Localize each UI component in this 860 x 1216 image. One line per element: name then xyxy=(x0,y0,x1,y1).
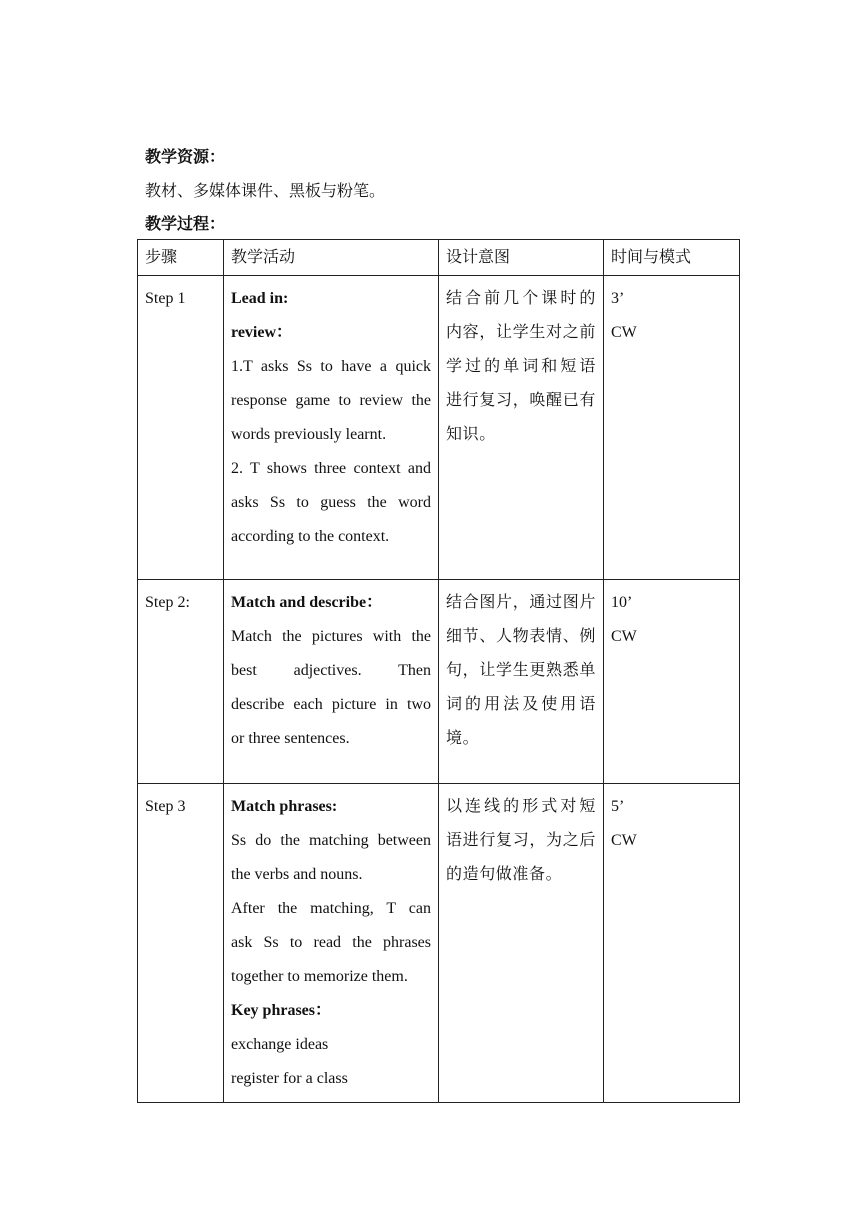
lesson-process-table xyxy=(137,239,740,1103)
intent-cell xyxy=(439,580,604,784)
activity-line: asks Ss to guess the word xyxy=(231,494,431,511)
intent-line: 词的用法及使用语 xyxy=(446,696,596,713)
activity-cell xyxy=(224,784,439,1103)
header-activity: 教学活动 xyxy=(224,240,439,276)
intent-line: 学过的单词和短语 xyxy=(446,358,596,375)
mode-value: CW xyxy=(611,324,637,341)
activity-line: together to memorize them. xyxy=(231,968,408,985)
intent-line: 结合图片，通过图片 xyxy=(446,594,596,611)
step-cell: Step 2: xyxy=(138,580,224,784)
activity-line: 1.T asks Ss to have a quick xyxy=(231,358,431,375)
activity-line: or three sentences. xyxy=(231,730,350,747)
table-row xyxy=(138,784,740,1103)
time-mode-cell xyxy=(604,784,740,1103)
activity-cell xyxy=(224,580,439,784)
table-row xyxy=(138,580,740,784)
intent-line: 的造句做准备。 xyxy=(446,866,563,883)
key-phrases-title: Key phrases： xyxy=(231,1002,332,1019)
activity-line: best adjectives. Then xyxy=(231,662,431,679)
intent-line: 句，让学生更熟悉单 xyxy=(446,662,596,679)
activity-line: Match the pictures with the xyxy=(231,628,431,645)
activity-title: Match phrases: xyxy=(231,798,338,815)
activity-line: according to the context. xyxy=(231,528,390,545)
mode-value: CW xyxy=(611,628,637,645)
header-time-mode: 时间与模式 xyxy=(604,240,740,276)
activity-cell xyxy=(224,276,439,580)
intent-line: 语进行复习，为之后 xyxy=(446,832,596,849)
activity-line: the verbs and nouns. xyxy=(231,866,363,883)
intent-line: 内容，让学生对之前 xyxy=(446,324,596,341)
header-intent: 设计意图 xyxy=(439,240,604,276)
time-value: 3’ xyxy=(611,290,625,307)
intent-line: 细节、人物表情、例 xyxy=(446,628,596,645)
activity-title: Lead in: xyxy=(231,290,289,307)
step-cell: Step 1 xyxy=(138,276,224,580)
activity-line: words previously learnt. xyxy=(231,426,387,443)
intent-cell xyxy=(439,276,604,580)
activity-line: describe each picture in two xyxy=(231,696,431,713)
intent-line: 进行复习，唤醒已有 xyxy=(446,392,596,409)
key-phrase: exchange ideas xyxy=(231,1036,329,1053)
activity-title: Match and describe： xyxy=(231,594,383,611)
activity-line: Ss do the matching between xyxy=(231,832,431,849)
intent-line: 以连线的形式对短 xyxy=(446,798,596,815)
intent-line: 结合前几个课时的 xyxy=(446,290,596,307)
activity-line: After the matching, T can xyxy=(231,900,431,917)
mode-value: CW xyxy=(611,832,637,849)
resources-text: 教材、多媒体课件、黑板与粉笔。 xyxy=(145,183,386,200)
time-mode-cell xyxy=(604,580,740,784)
table-header-row xyxy=(138,240,740,276)
resources-heading: 教学资源： xyxy=(145,149,226,166)
time-value: 10’ xyxy=(611,594,633,611)
activity-line: 2. T shows three context and xyxy=(231,460,431,477)
time-value: 5’ xyxy=(611,798,625,815)
table-row xyxy=(138,276,740,580)
intent-cell xyxy=(439,784,604,1103)
process-heading: 教学过程： xyxy=(145,216,226,233)
step-cell: Step 3 xyxy=(138,784,224,1103)
key-phrase: register for a class xyxy=(231,1070,348,1087)
intent-line: 境。 xyxy=(446,730,480,747)
time-mode-cell xyxy=(604,276,740,580)
activity-line: ask Ss to read the phrases xyxy=(231,934,431,951)
header-step: 步骤 xyxy=(138,240,224,276)
activity-subtitle: review： xyxy=(231,324,293,341)
activity-line: response game to review the xyxy=(231,392,431,409)
intent-line: 知识。 xyxy=(446,426,496,443)
